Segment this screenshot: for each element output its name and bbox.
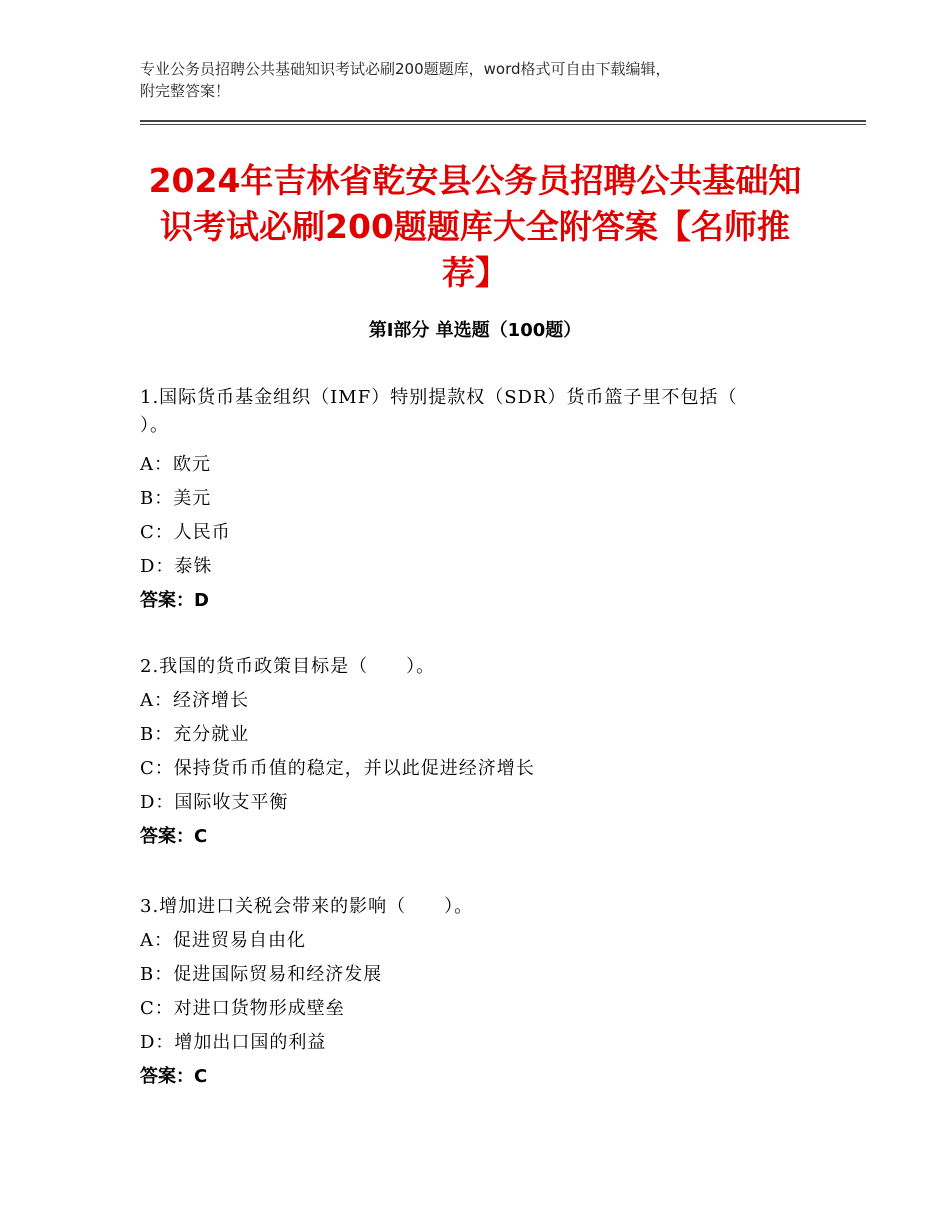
document-title-line-2: 识考试必刷200题题库大全附答案【名师推	[160, 207, 790, 246]
option-a: A：经济增长	[140, 690, 249, 711]
option-b: B：美元	[140, 488, 212, 509]
option-b: B：充分就业	[140, 724, 250, 745]
option-c: C：人民币	[140, 522, 231, 543]
header-note	[140, 58, 840, 102]
option-a: A：促进贸易自由化	[140, 930, 306, 951]
question-stem-line: 1.国际货币基金组织（IMF）特别提款权（SDR）货币篮子里不包括（	[140, 387, 738, 408]
question-2-stem	[140, 653, 840, 681]
option-d: D：泰铢	[140, 556, 213, 577]
document-title	[120, 158, 830, 296]
header-note-line-1: 专业公务员招聘公共基础知识考试必刷200题题库，word格式可自由下载编辑，	[140, 60, 671, 78]
document-title-line-1: 2024年吉林省乾安县公务员招聘公共基础知	[148, 161, 802, 200]
question-1-stem	[140, 384, 840, 440]
question-3-stem	[140, 893, 840, 921]
answer-label: 答案：C	[140, 826, 208, 847]
document-title-line-3: 荐】	[442, 253, 508, 292]
section-title: 第Ⅰ部分 单选题（100题）	[368, 320, 582, 341]
question-stem-line: 2.我国的货币政策目标是（ ）。	[140, 656, 436, 677]
question-stem-line: ）。	[140, 415, 169, 436]
option-c: C：对进口货物形成壁垒	[140, 998, 345, 1019]
header-divider	[140, 120, 866, 125]
option-c: C：保持货币币值的稳定，并以此促进经济增长	[140, 758, 535, 779]
question-2	[140, 653, 840, 854]
question-stem-line: 3.增加进口关税会带来的影响（ ）。	[140, 896, 474, 917]
question-1	[140, 384, 840, 618]
option-a: A：欧元	[140, 454, 211, 475]
header-note-line-2: 附完整答案！	[140, 82, 231, 100]
answer-label: 答案：C	[140, 1066, 208, 1087]
option-d: D：国际收支平衡	[140, 792, 289, 813]
option-d: D：增加出口国的利益	[140, 1032, 327, 1053]
question-3	[140, 893, 840, 1094]
answer-label: 答案：D	[140, 590, 209, 611]
option-b: B：促进国际贸易和经济发展	[140, 964, 383, 985]
